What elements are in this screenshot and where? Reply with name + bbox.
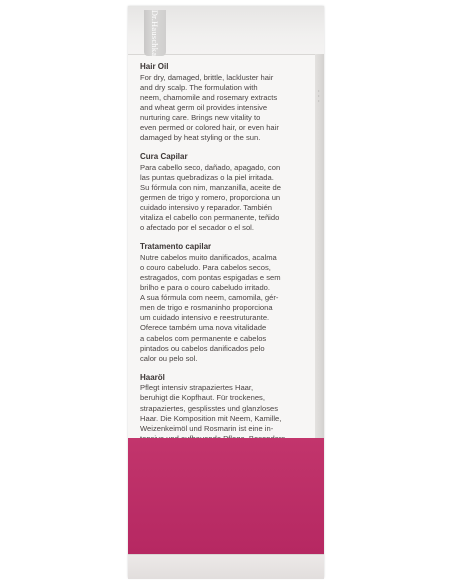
section-cura-capilar [140,152,312,233]
section-tratamento-capilar [140,242,312,364]
section-body: For dry, damaged, brittle, lackluster hair and dry scalp. The formulation with neem, chamomile and rosemary extracts and wheat germ oil provides intensive nurturing care. Brings new vitality to even permed or colored hair, or even hair damaged by heat styling or the sun. [140,72,279,143]
ingredient-text-panel [140,62,312,483]
product-box-side [128,6,324,578]
section-heading: Tratamento capilar [140,242,212,252]
section-heading: Haaröl [140,372,165,382]
box-bottom-strip [128,554,324,579]
section-body: Para cabello seco, dañado, apagado, con las puntas quebradizas o la piel irritada. Su fórmula con nim, manzanilla, aceite de germen de trigo y romero, proporciona un cuidado intensivo y reparador. También vitaliza el cabello con permanente, teñido o afectado por el secador o el sol. [140,162,281,233]
section-heading: Cura Capilar [140,152,188,162]
section-body: Pflegt intensiv strapaziertes Haar, beruhigt die Kopfhaut. Für trockenes, strapaziertes, gesplisstes und glanzloses Haar. Die Komposition mit Neem, Kamille, Weizenkeimöl und Rosmarin ist eine in- [140,383,282,433]
box-edge-marks: • • • [318,88,320,103]
brand-logo-text: Dr.Hauschka [150,10,160,56]
section-hair-oil [140,62,312,143]
section-heading: Hair Oil [140,62,169,71]
magenta-color-band [128,438,324,554]
brand-tab [144,10,166,56]
section-body: Nutre cabelos muito danificados, acalma o couro cabeludo. Para cabelos secos, estragados, com pontas espigadas e sem brilho e para o couro cabeludo irritado. A sua fórmula com neem, camomila, gér- men de trigo e rosmaninho proporciona um cuidado intensivo e reestruturante. Oferece também uma nova vitalidade a cabelos com permanente e cabelos pintados ou cabelos danificados pelo calor ou pelo sol. [140,252,281,363]
